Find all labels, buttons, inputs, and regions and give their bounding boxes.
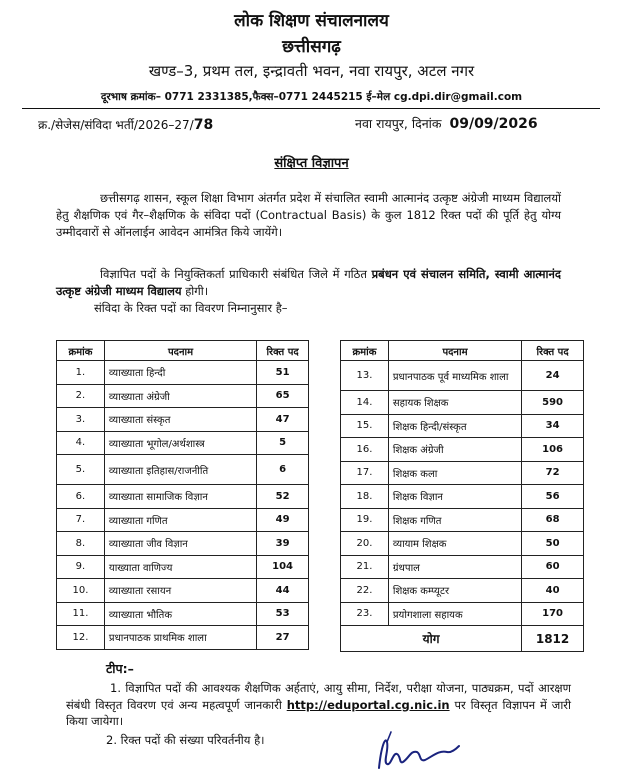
vacancy-cell: 590 — [522, 391, 584, 415]
vacancy-cell: 51 — [257, 361, 309, 385]
vacancy-cell: 106 — [522, 438, 584, 462]
table-row — [57, 532, 309, 556]
table-header-row — [57, 341, 309, 361]
table-row — [341, 461, 584, 485]
post-cell: व्याख्याता इतिहास/राजनीति — [104, 455, 256, 485]
note-2: 2. रिक्त पदों की संख्या परिवर्तनीय है। — [106, 733, 265, 747]
notice-heading-text: संक्षिप्त विज्ञापन — [274, 156, 349, 171]
vacancy-cell: 56 — [522, 485, 584, 509]
intro-paragraph: छत्तीसगढ़ शासन, स्कूल शिक्षा विभाग अंतर्गत प्रदेश में संचालित स्वामी आत्मानंद उत्कृष्ट अंग्रेजी माध्यम विद्यालयों हेतु शैक्षणिक एवं गैर–शैक्षणिक के संविदा पदों (Contractual Basis) के कुल 1812 रिक्त पदों की पूर्ति हेतु योग्य उम्मीदवारों से ऑनलाईन आवेदन आमंत्रित किये जायेंगे। — [56, 191, 561, 239]
vacancy-cell: 5 — [257, 431, 309, 455]
table-header-row — [341, 341, 584, 361]
vacancy-cell: 34 — [522, 414, 584, 438]
table-row — [57, 508, 309, 532]
sno-cell: 3. — [57, 408, 105, 432]
vacancy-cell: 47 — [257, 408, 309, 432]
sno-cell: 6. — [57, 485, 105, 509]
post-cell: व्याख्याता गणित — [104, 508, 256, 532]
table-row — [341, 485, 584, 509]
post-cell: याख्याता वाणिज्य — [104, 555, 256, 579]
post-cell: शिक्षक कला — [388, 461, 521, 485]
contact-line: दूरभाष क्रमांक– 0771 2331385,फैक्स–0771 2445215 ई–मेल cg.dpi.dir@gmail.com — [100, 91, 523, 103]
sno-cell: 15. — [341, 414, 389, 438]
vacancy-cell: 50 — [522, 532, 584, 556]
vacancy-cell: 65 — [257, 384, 309, 408]
sno-cell: 8. — [57, 532, 105, 556]
vacancy-cell: 104 — [257, 555, 309, 579]
total-value: 1812 — [522, 626, 584, 652]
authority-committee: प्रबंधन एवं संचालन समिति, स्वामी आत्मानंद उत्कृष्ट अंग्रेजी माध्यम विद्यालय — [56, 267, 561, 298]
post-cell: ग्रंथपाल — [388, 555, 521, 579]
table-row — [341, 361, 584, 391]
office-title: लोक शिक्षण संचालनालय — [234, 11, 389, 31]
post-cell: व्याख्याता हिन्दी — [104, 361, 256, 385]
office-address: खण्ड–3, प्रथम तल, इन्द्रावती भवन, नवा रायपुर, अटल नगर — [148, 62, 475, 80]
sno-cell: 10. — [57, 579, 105, 603]
vacancy-cell: 6 — [257, 455, 309, 485]
table-row — [57, 361, 309, 385]
vacancy-cell: 170 — [522, 602, 584, 626]
post-cell: व्याख्याता अंग्रेजी — [104, 384, 256, 408]
authority-text-start: विज्ञापित पदों के नियुक्तिकर्ता प्राधिकारी संबंधित जिले में गठित — [100, 267, 372, 281]
vacancy-cell: 24 — [522, 361, 584, 391]
authority-paragraph — [56, 266, 561, 300]
table-row — [57, 626, 309, 650]
post-cell: व्याख्याता जीव विज्ञान — [104, 532, 256, 556]
sno-cell: 16. — [341, 438, 389, 462]
sno-cell: 14. — [341, 391, 389, 415]
reference-number — [38, 116, 213, 133]
vacancy-cell: 39 — [257, 532, 309, 556]
sno-cell: 21. — [341, 555, 389, 579]
notes-title: टीप:– — [106, 661, 134, 676]
sno-cell: 9. — [57, 555, 105, 579]
portal-link[interactable]: http://eduportal.cg.nic.in — [286, 697, 450, 712]
note-1-text-start: 1. विज्ञापित पदों की आवश्यक शैक्षणिक अर्हताएं, आयु सीमा, निर्देश, परीक्षा योजना, पाठ्यक्रम, पदों आरक्षण संबंधी विस्तृत विवरण एवं अन्य महत्वपूर्ण जानकारी — [66, 681, 571, 712]
table-row — [341, 602, 584, 626]
place-label: नवा रायपुर, दिनांक — [355, 116, 442, 131]
vacancy-cell: 49 — [257, 508, 309, 532]
signature — [373, 728, 463, 778]
post-cell: शिक्षक हिन्दी/संस्कृत — [388, 414, 521, 438]
vacancy-cell: 52 — [257, 485, 309, 509]
state-name: छत्तीसगढ़ — [282, 37, 341, 57]
vacancy-cell: 53 — [257, 602, 309, 626]
vacancy-header: रिक्त पद — [257, 341, 309, 361]
table-row — [341, 508, 584, 532]
reference-prefix: क्र./सेजेस/संविदा भर्ती/2026–27/ — [38, 118, 194, 132]
post-header: पदनाम — [104, 341, 256, 361]
post-cell: व्याख्याता भूगोल/अर्थशास्त्र — [104, 431, 256, 455]
table-row — [57, 555, 309, 579]
vacancy-cell: 40 — [522, 579, 584, 603]
vacancy-intro: संविदा के रिक्त पदों का विवरण निम्नानुसार है– — [94, 301, 288, 315]
post-header: पदनाम — [388, 341, 521, 361]
sno-cell: 11. — [57, 602, 105, 626]
date-line — [355, 115, 538, 132]
post-cell: सहायक शिक्षक — [388, 391, 521, 415]
sno-cell: 17. — [341, 461, 389, 485]
sno-header: क्रमांक — [57, 341, 105, 361]
vacancy-cell: 72 — [522, 461, 584, 485]
table-row — [57, 485, 309, 509]
table-row — [57, 455, 309, 485]
vacancy-cell: 68 — [522, 508, 584, 532]
sno-cell: 22. — [341, 579, 389, 603]
table-row — [341, 532, 584, 556]
sno-cell: 5. — [57, 455, 105, 485]
note-1 — [66, 680, 571, 730]
vacancy-table-left — [56, 340, 309, 650]
table-row — [341, 391, 584, 415]
sno-cell: 2. — [57, 384, 105, 408]
post-cell: प्रधानपाठक पूर्व माध्यमिक शाला — [388, 361, 521, 391]
table-row — [57, 579, 309, 603]
table-row — [341, 414, 584, 438]
post-cell: प्रधानपाठक प्राथमिक शाला — [104, 626, 256, 650]
total-label: योग — [341, 626, 522, 652]
post-cell: व्याख्याता भौतिक — [104, 602, 256, 626]
vacancy-cell: 27 — [257, 626, 309, 650]
sno-cell: 20. — [341, 532, 389, 556]
issue-date: 09/09/2026 — [449, 116, 538, 132]
post-cell: व्यायाम शिक्षक — [388, 532, 521, 556]
notice-heading — [0, 153, 623, 171]
table-row — [57, 431, 309, 455]
header-divider — [22, 108, 600, 109]
table-row — [341, 555, 584, 579]
sno-cell: 19. — [341, 508, 389, 532]
sno-cell: 4. — [57, 431, 105, 455]
sno-cell: 18. — [341, 485, 389, 509]
sno-cell: 12. — [57, 626, 105, 650]
table-row — [57, 602, 309, 626]
table-row — [341, 579, 584, 603]
authority-text-end: होगी। — [181, 284, 209, 298]
sno-cell: 7. — [57, 508, 105, 532]
post-cell: शिक्षक कम्प्यूटर — [388, 579, 521, 603]
post-cell: प्रयोगशाला सहायक — [388, 602, 521, 626]
table-row — [57, 384, 309, 408]
vacancy-cell: 60 — [522, 555, 584, 579]
post-cell: व्याख्याता रसायन — [104, 579, 256, 603]
sno-header: क्रमांक — [341, 341, 389, 361]
post-cell: शिक्षक अंग्रेजी — [388, 438, 521, 462]
sno-cell: 13. — [341, 361, 389, 391]
post-cell: शिक्षक विज्ञान — [388, 485, 521, 509]
total-row — [341, 626, 584, 652]
post-cell: व्याख्याता संस्कृत — [104, 408, 256, 432]
vacancy-header: रिक्त पद — [522, 341, 584, 361]
sno-cell: 23. — [341, 602, 389, 626]
post-cell: शिक्षक गणित — [388, 508, 521, 532]
sno-cell: 1. — [57, 361, 105, 385]
table-row — [57, 408, 309, 432]
vacancy-table-right — [340, 340, 584, 652]
table-row — [341, 438, 584, 462]
reference-serial: 78 — [193, 117, 214, 133]
post-cell: व्याख्याता सामाजिक विज्ञान — [104, 485, 256, 509]
vacancy-cell: 44 — [257, 579, 309, 603]
note-1-text-end: पर विस्तृत विज्ञापन में जारी किया जायेगा। — [66, 697, 571, 728]
